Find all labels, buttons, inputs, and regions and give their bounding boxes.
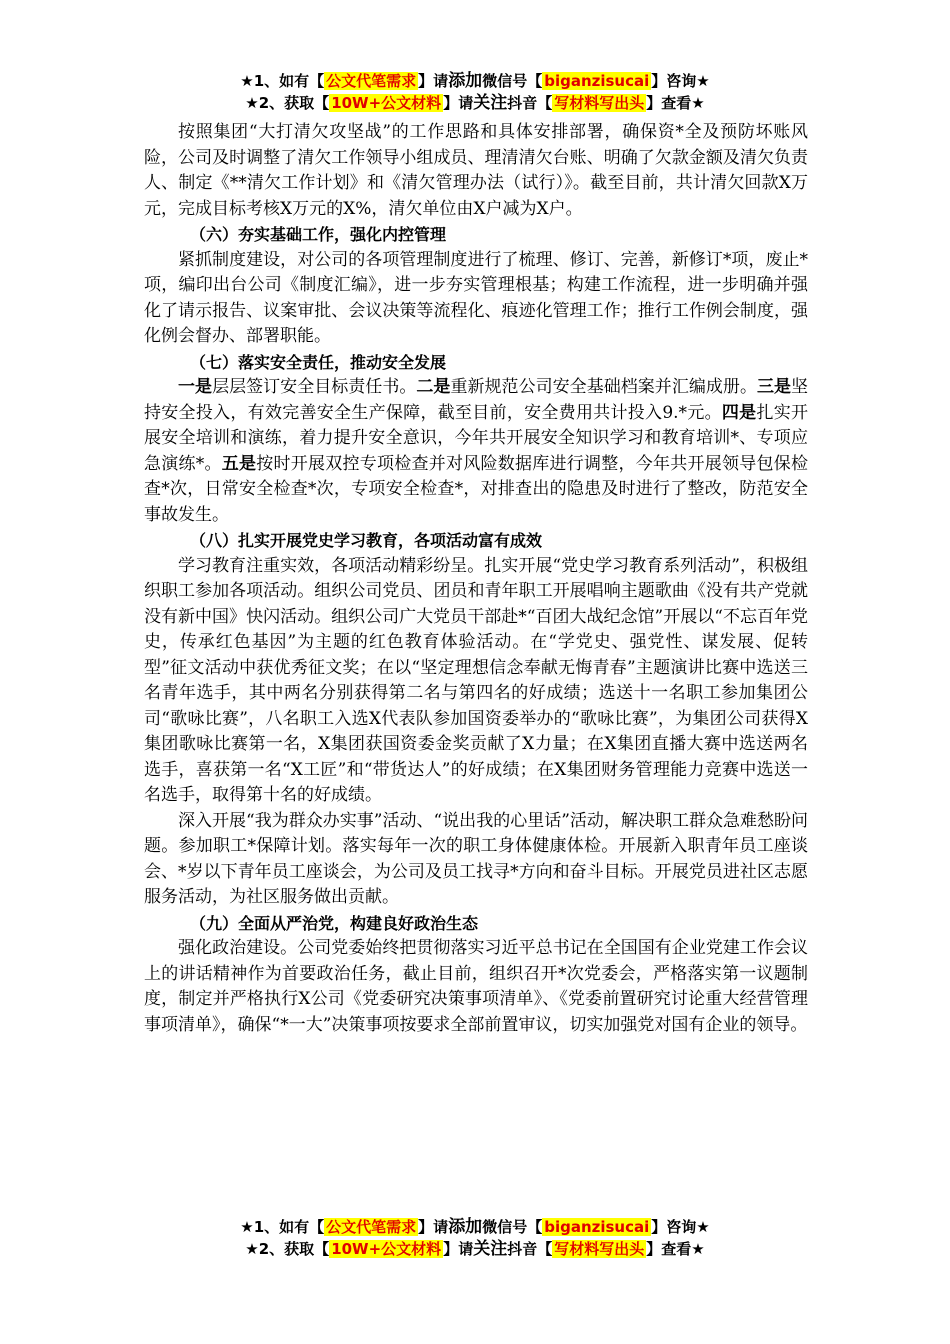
header-banner [0, 70, 950, 114]
keyword-fifth: 五是 [221, 453, 257, 474]
banner-text: 】查看★ [646, 1240, 705, 1258]
banner-text: 抖音【 [507, 1240, 553, 1258]
keyword-third: 三是 [756, 377, 792, 397]
banner-line-1 [0, 1216, 950, 1238]
paragraph-political-building: 强化政治建设。公司党委始终把贯彻落实习近平总书记在全国国有企业党建工作会议上的讲话精神作为首要政治任务，截止目前，组织召开*次党委会，严格落实第一议题制度，制定并严格执行X公司《党委研究决策事项清单》、《党委前置研究讨论重大经营管理事项清单》，确保“*一大”决策事项按要求全部前置审议，切实加强党对国有企业的领导。 [144, 938, 808, 1035]
banner-text: ★1、如有【 [240, 72, 325, 90]
banner-highlight: 公文代笔需求 [326, 72, 417, 90]
safety-item-3: 坚持安全投入，有效完善安全生产保障，截至目前，安全费用共计投入9.*元。 [144, 377, 809, 423]
paragraph-party-history: 学习教育注重实效，各项活动精彩纷呈。扎实开展“党史学习教育系列活动”，积极组织职工参加各项活动。组织公司党员、团员和青年职工开展唱响主题歌曲《没有共产党就没有新中国》快闪活动。组织公司广大党员干部赴*“百团大战纪念馆”开展以“不忘百年党史，传承红色基因”为主题的红色教育体验活动。在“学党史、强党性、谋发展、促转型”征文活动中获优秀征文奖；在以“坚定理想信念奉献无悔青春”主题演讲比赛中选送三名青年选手，其中两名分别获得第二名与第四名的好成绩；选送十一名职工参加集团公司“歌咏比赛”，八名职工入选X代表队参加国资委举办的“歌咏比赛”，为集团公司获得X集团歌咏比赛第一名，X集团获国资委金奖贡献了X力量；在X集团直播大赛中选送两名选手，喜获第一名“X工匠”和“带货达人”的好成绩；在X集团财务管理能力竞赛中选送一名选手，取得第十名的好成绩。 [144, 555, 808, 805]
banner-text: 抖音【 [507, 94, 553, 112]
paragraph-debt-collection: 按照集团“大打清欠攻坚战”的工作思路和具体安排部署，确保资*全及预防坏账风险，公司及时调整了清欠工作领导小组成员、理清清欠台账、明确了欠款金额及清欠负责人、制定《**清欠工作计划》和《清欠管理办法（试行）》。截至目前，共计清欠回款X万元，完成目标考核X万元的X%，清欠单位由X户减为X户。 [144, 122, 808, 219]
safety-item-2: 重新规范公司安全基础档案并汇编成册。 [450, 377, 757, 397]
section-heading-9: （九）全面从严治党，构建良好政治生态 [190, 913, 479, 933]
banner-text: ★1、如有【 [240, 1218, 325, 1236]
banner-text: 】咨询★ [651, 72, 710, 90]
banner-line-2 [0, 92, 950, 114]
banner-highlight: 公文代笔需求 [326, 1218, 417, 1236]
banner-highlight: 写材料写出头 [554, 94, 645, 112]
banner-highlight: 写材料写出头 [554, 1240, 645, 1258]
paragraph-safety [144, 375, 808, 528]
banner-text: ★2、获取【 [245, 1240, 330, 1258]
paragraph-practical-work: 深入开展“我为群众办实事”活动、“说出我的心里话”活动，解决职工群众急难愁盼问题。参加职工*保障计划。落实每年一次的职工身体健康体检。开展新入职青年员工座谈会、*岁以下青年员工座谈会，为公司及员工找寻*方向和奋斗目标。开展党员进社区志愿服务活动，为社区服务做出贡献。 [144, 810, 808, 907]
banner-emphasis: 添加 [448, 1217, 483, 1237]
document-body [144, 120, 808, 1038]
section-heading-8: （八）扎实开展党史学习教育，各项活动富有成效 [190, 531, 543, 550]
banner-emphasis: 添加 [448, 71, 483, 91]
banner-text: 】请 [418, 72, 449, 90]
banner-text: 】查看★ [646, 94, 705, 112]
safety-item-4: 扎实开展安全培训和演练，着力提升安全意识，今年共开展安全知识学习和教育培训*、专项应急演练*。 [144, 402, 809, 474]
safety-item-1: 层层签订安全目标责任书。 [212, 377, 417, 397]
banner-text: ★2、获取【 [245, 94, 330, 112]
banner-emphasis: 关注 [473, 93, 508, 113]
banner-text: 微信号【 [482, 72, 543, 90]
banner-text: 】请 [418, 1218, 449, 1236]
banner-text: 】请 [443, 1240, 474, 1258]
footer-banner [0, 1216, 950, 1260]
safety-item-5: 按时开展双控专项检查并对风险数据库进行调整，今年共开展领导包保检查*次，日常安全检查*次，专项安全检查*，对排查出的隐患及时进行了整改，防范安全事故发生。 [144, 453, 808, 525]
paragraph-internal-control: 紧抓制度建设，对公司的各项管理制度进行了梳理、修订、完善，新修订*项，废止*项，编印出台公司《制度汇编》，进一步夯实管理根基；构建工作流程，进一步明确并强化了请示报告、议案审批、会议决策等流程化、痕迹化管理工作；推行工作例会制度，强化例会督办、部署职能。 [144, 249, 808, 346]
banner-highlight: 10W+公文材料 [331, 1240, 442, 1258]
banner-text: 微信号【 [482, 1218, 543, 1236]
keyword-fourth: 四是 [721, 402, 757, 423]
keyword-first: 一是 [178, 377, 213, 397]
banner-highlight: biganzisucai [544, 72, 650, 90]
banner-text: 】咨询★ [651, 1218, 710, 1236]
banner-text: 】请 [443, 94, 474, 112]
section-heading-6: （六）夯实基础工作，强化内控管理 [190, 225, 447, 244]
banner-line-2 [0, 1238, 950, 1260]
keyword-second: 二是 [416, 377, 451, 397]
section-heading-7: （七）落实安全责任，推动安全发展 [190, 352, 447, 372]
banner-emphasis: 关注 [473, 1239, 508, 1259]
banner-highlight: biganzisucai [544, 1218, 650, 1236]
banner-line-1 [0, 70, 950, 92]
banner-highlight: 10W+公文材料 [331, 94, 442, 112]
